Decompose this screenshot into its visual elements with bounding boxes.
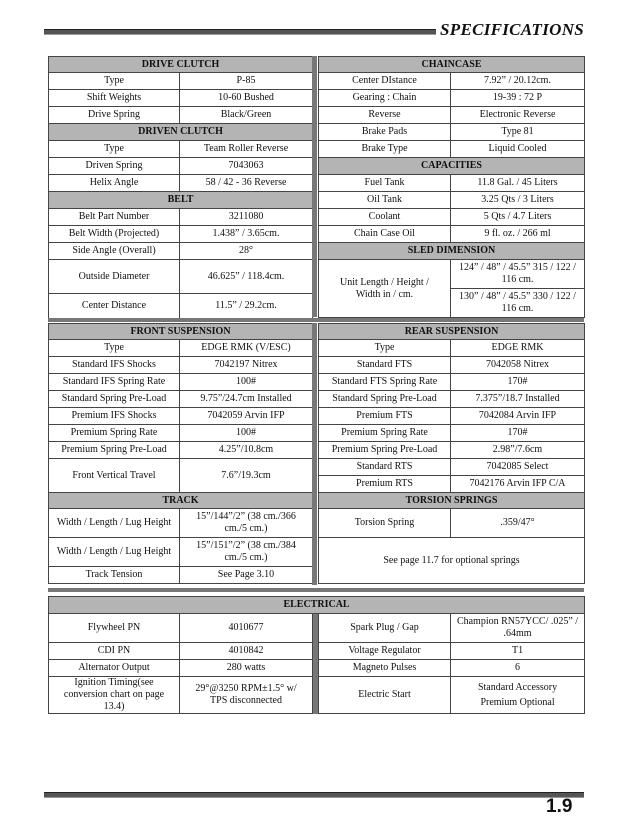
electric-start-standard: Standard Accessory <box>477 681 558 693</box>
spec-label: Type <box>49 340 180 357</box>
spec-value: 4010842 <box>180 643 313 660</box>
spec-label: Center Distance <box>49 294 180 319</box>
spec-value: 170# <box>451 425 585 442</box>
spec-label: Magneto Pulses <box>319 660 451 677</box>
spec-value <box>451 677 585 714</box>
spec-value: 4010677 <box>180 614 313 643</box>
front-suspension-table <box>48 323 312 584</box>
spec-label: Spark Plug / Gap <box>319 614 451 643</box>
spec-value: 9 fl. oz. / 266 ml <box>451 226 585 243</box>
belt-header: BELT <box>49 192 313 209</box>
spec-label: Width / Length / Lug Height <box>49 509 180 538</box>
spec-value: 1.438” / 3.65cm. <box>180 226 313 243</box>
rear-suspension-header: REAR SUSPENSION <box>319 324 585 340</box>
spec-label: Drive Spring <box>49 107 180 124</box>
spec-label: Outside Diameter <box>49 260 180 294</box>
spec-label: Coolant <box>319 209 451 226</box>
spec-value: P-85 <box>180 73 313 90</box>
electrical-table <box>48 596 584 714</box>
spec-value: T1 <box>451 643 585 660</box>
chaincase-table <box>318 56 584 318</box>
electrical-header: ELECTRICAL <box>49 597 585 614</box>
spec-value: EDGE RMK (V/ESC) <box>180 340 313 357</box>
spec-value: 3.25 Qts / 3 Liters <box>451 192 585 209</box>
spec-value: 11.8 Gal. / 45 Liters <box>451 175 585 192</box>
spec-value: Team Roller Reverse <box>180 141 313 158</box>
spec-label: Voltage Regulator <box>319 643 451 660</box>
spec-value: 7.375”/18.7 Installed <box>451 391 585 408</box>
spec-label: Gearing : Chain <box>319 90 451 107</box>
drive-clutch-header: DRIVE CLUTCH <box>49 57 313 73</box>
spec-label: Reverse <box>319 107 451 124</box>
spec-value: 7042059 Arvin IFP <box>180 408 313 425</box>
spec-value: Black/Green <box>180 107 313 124</box>
spec-value: 4.25”/10.8cm <box>180 442 313 459</box>
spec-value: 6 <box>451 660 585 677</box>
spec-value: 46.625” / 118.4cm. <box>180 260 313 294</box>
rear-suspension-table <box>318 323 584 584</box>
spec-value: 29°@3250 RPM±1.5° w/ TPS disconnected <box>180 677 313 714</box>
spec-label: Standard FTS Spring Rate <box>319 374 451 391</box>
spec-label: Torsion Spring <box>319 509 451 538</box>
spec-label: Ignition Timing(see conversion chart on page 13.4) <box>49 677 180 714</box>
spec-label: Premium Spring Pre-Load <box>49 442 180 459</box>
sled-dimension-value: 130” / 48” / 45.5” 330 / 122 / 116 cm. <box>451 289 585 318</box>
spec-label: Standard Spring Pre-Load <box>319 391 451 408</box>
spec-label: Standard RTS <box>319 459 451 476</box>
chaincase-header: CHAINCASE <box>319 57 585 73</box>
spec-label: Helix Angle <box>49 175 180 192</box>
spec-value: 7042085 Select <box>451 459 585 476</box>
footer-rule <box>44 792 584 798</box>
spec-value: 7043063 <box>180 158 313 175</box>
spec-value: 100# <box>180 374 313 391</box>
spec-value: 28° <box>180 243 313 260</box>
spec-label: Premium Spring Rate <box>49 425 180 442</box>
spec-label: Standard IFS Spring Rate <box>49 374 180 391</box>
section-divider <box>48 588 584 592</box>
spec-label: Premium FTS <box>319 408 451 425</box>
spec-label: Type <box>49 73 180 90</box>
spec-label: Premium RTS <box>319 476 451 493</box>
spec-label: Front Vertical Travel <box>49 459 180 493</box>
spec-label: Premium Spring Rate <box>319 425 451 442</box>
column-divider <box>312 56 317 317</box>
spec-value: 170# <box>451 374 585 391</box>
spec-label: CDI PN <box>49 643 180 660</box>
spec-value: 15”/144”/2” (38 cm./366 cm./5 cm.) <box>180 509 313 538</box>
spec-value: 7042084 Arvin IFP <box>451 408 585 425</box>
spec-label: Center DIstance <box>319 73 451 90</box>
spec-label: Track Tension <box>49 567 180 584</box>
spec-value: See Page 3.10 <box>180 567 313 584</box>
spec-value: 3211080 <box>180 209 313 226</box>
drive-clutch-table <box>48 56 312 319</box>
spec-value: Electronic Reverse <box>451 107 585 124</box>
spec-value: 7042176 Arvin IFP C/A <box>451 476 585 493</box>
torsion-springs-header: TORSION SPRINGS <box>319 493 585 509</box>
spec-label: Type <box>319 340 451 357</box>
section-divider <box>48 318 584 322</box>
header-rule <box>44 29 436 35</box>
page-title: SPECIFICATIONS <box>440 20 585 39</box>
spec-value: Liquid Cooled <box>451 141 585 158</box>
spec-value: 11.5” / 29.2cm. <box>180 294 313 319</box>
spec-label: Type <box>49 141 180 158</box>
torsion-springs-note: See page 11.7 for optional springs <box>319 538 585 584</box>
spec-label: Standard IFS Shocks <box>49 357 180 374</box>
spec-label: Brake Type <box>319 141 451 158</box>
spec-label: Premium Spring Pre-Load <box>319 442 451 459</box>
spec-label: Driven Spring <box>49 158 180 175</box>
spec-label: Belt Part Number <box>49 209 180 226</box>
spec-value: EDGE RMK <box>451 340 585 357</box>
spec-value: 7.6”/19.3cm <box>180 459 313 493</box>
spec-value: 280 watts <box>180 660 313 677</box>
spec-label: Alternator Output <box>49 660 180 677</box>
spec-value: 9.75”/24.7cm Installed <box>180 391 313 408</box>
spec-value: 19-39 : 72 P <box>451 90 585 107</box>
driven-clutch-header: DRIVEN CLUTCH <box>49 124 313 141</box>
spec-label: Shift Weights <box>49 90 180 107</box>
track-header: TRACK <box>49 493 313 509</box>
spec-value: .359/47° <box>451 509 585 538</box>
spec-value: 5 Qts / 4.7 Liters <box>451 209 585 226</box>
spec-label: Electric Start <box>319 677 451 714</box>
spec-label: Standard Spring Pre-Load <box>49 391 180 408</box>
spec-value: Champion RN57YCC/ .025” / .64mm <box>451 614 585 643</box>
spec-value: 10-60 Bushed <box>180 90 313 107</box>
spec-label: Fuel Tank <box>319 175 451 192</box>
spec-value: 2.98”/7.6cm <box>451 442 585 459</box>
column-divider <box>312 323 317 585</box>
sled-dimension-value: 124” / 48” / 45.5” 315 / 122 / 116 cm. <box>451 260 585 289</box>
front-suspension-header: FRONT SUSPENSION <box>49 324 313 340</box>
sled-dimension-header: SLED DIMENSION <box>319 243 585 260</box>
spec-label: Brake Pads <box>319 124 451 141</box>
spec-label: Belt Width (Projected) <box>49 226 180 243</box>
spec-label: Width / Length / Lug Height <box>49 538 180 567</box>
spec-value: 7042197 Nitrex <box>180 357 313 374</box>
sled-dimension-label: Unit Length / Height / Width in / cm. <box>319 260 451 318</box>
spec-value: Type 81 <box>451 124 585 141</box>
spec-label: Side Angle (Overall) <box>49 243 180 260</box>
spec-value: 100# <box>180 425 313 442</box>
spec-label: Flywheel PN <box>49 614 180 643</box>
electric-start-premium: Premium Optional <box>480 696 555 708</box>
spec-value: 7.92” / 20.12cm. <box>451 73 585 90</box>
capacities-header: CAPACITIES <box>319 158 585 175</box>
spec-value: 7042058 Nitrex <box>451 357 585 374</box>
spec-label: Standard FTS <box>319 357 451 374</box>
spec-value: 15”/151”/2” (38 cm./384 cm./5 cm.) <box>180 538 313 567</box>
spec-label: Oil Tank <box>319 192 451 209</box>
page-number: 1.9 <box>546 796 573 817</box>
spec-label: Chain Case Oil <box>319 226 451 243</box>
spec-label: Premium IFS Shocks <box>49 408 180 425</box>
spec-value: 58 / 42 - 36 Reverse <box>180 175 313 192</box>
